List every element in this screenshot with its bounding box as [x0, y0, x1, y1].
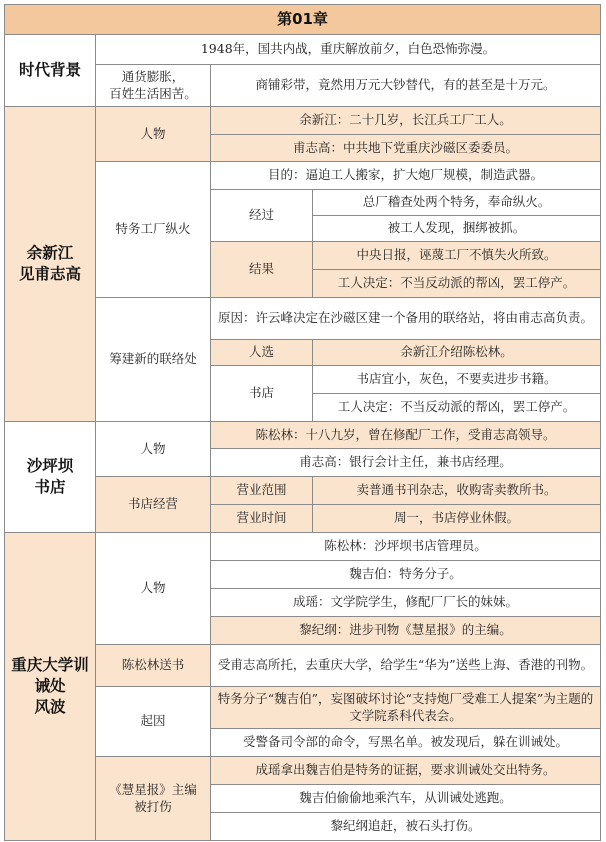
editor-injured-row: 黎纪纲追赶，被石头打伤。: [211, 813, 601, 841]
store-operation-label: 书店经营: [96, 477, 211, 533]
section-label-meeting: 余新江 见甫志高: [5, 107, 96, 422]
inflation-label: 通货膨胀， 百姓生活困苦。: [96, 65, 211, 107]
cause-row: 受警备司令部的命令，写黑名单。被发现后，躲在训诫处。: [211, 729, 601, 757]
business-hours-text: 周一，书店停业休假。: [313, 505, 601, 533]
s4-person-row: 陈松林：沙坪坝书店管理员。: [211, 533, 601, 561]
section-label-era-background: 时代背景: [5, 35, 96, 107]
fire-process-row: 总厂稽查处两个特务，奉命纵火。: [313, 190, 601, 216]
chapter-outline-table: [4, 4, 601, 841]
s4-person-row: 黎纪纲：进步刊物《慧星报》的主编。: [211, 617, 601, 645]
era-overview-text: 1948年，国共内战，重庆解放前夕，白色恐怖弥漫。: [96, 35, 601, 65]
factory-fire-label: 特务工厂纵火: [96, 162, 211, 298]
s2-people-label: 人物: [96, 107, 211, 162]
fire-purpose-text: 目的：逼迫工人搬家，扩大炮厂规模，制造武器。: [211, 162, 601, 190]
section-label-university-incident: 重庆大学训 诫处 风波: [5, 533, 96, 841]
fire-process-label: 经过: [211, 190, 313, 242]
bookstore-label: 书店: [211, 366, 313, 422]
candidate-label: 人选: [211, 340, 313, 366]
bookstore-row: 工人决定：不当反动派的帮凶，罢工停产。: [313, 394, 601, 422]
book-delivery-label: 陈松林送书: [96, 645, 211, 687]
business-scope-text: 卖普通书刊杂志，收购寄卖教所书。: [313, 477, 601, 505]
book-delivery-text: 受甫志高所托，去重庆大学，给学生“华为”送些上海、香港的刊物。: [211, 645, 601, 687]
editor-injured-row: 魏吉伯偷偷地乘汽车，从训诫处逃跑。: [211, 785, 601, 813]
s4-people-label: 人物: [96, 533, 211, 645]
editor-injured-label: 《慧星报》主编 被打伤: [96, 757, 211, 841]
s4-person-row: 魏吉伯：特务分子。: [211, 561, 601, 589]
s2-person-row: 甫志高：中共地下党重庆沙磁区委委员。: [211, 135, 601, 162]
cause-row: 特务分子“魏吉伯”，妄图破坏讨论“支持炮厂受难工人提案”为主题的文学院系科代表会。: [211, 687, 601, 729]
s4-person-row: 成瑶：文学院学生，修配厂厂长的妹妹。: [211, 589, 601, 617]
inflation-text: 商铺彩带，竟然用万元大钞替代，有的甚至是十万元。: [211, 65, 601, 107]
s3-person-row: 陈松林：十八九岁，曾在修配厂工作，受甫志高领导。: [211, 422, 601, 449]
s2-person-row: 余新江：二十几岁，长江兵工厂工人。: [211, 107, 601, 135]
fire-result-label: 结果: [211, 242, 313, 298]
business-scope-label: 营业范围: [211, 477, 313, 505]
cause-label: 起因: [96, 687, 211, 757]
liaison-reason-text: 原因：许云峰决定在沙磁区建一个备用的联络站，将由甫志高负责。: [211, 298, 601, 340]
section-label-bookstore: 沙坪坝 书店: [5, 422, 96, 533]
chapter-title: 第01章: [5, 5, 601, 35]
fire-result-row: 工人决定：不当反动派的帮凶，罢工停产。: [313, 270, 601, 298]
candidate-text: 余新江介绍陈松林。: [313, 340, 601, 366]
bookstore-row: 书店宜小，灰色，不要卖进步书籍。: [313, 366, 601, 394]
fire-result-row: 中央日报，诬蔑工厂不慎失火所致。: [313, 242, 601, 270]
fire-process-row: 被工人发现，捆绑被抓。: [313, 216, 601, 242]
s3-people-label: 人物: [96, 422, 211, 477]
editor-injured-row: 成瑶拿出魏吉伯是特务的证据，要求训诫处交出特务。: [211, 757, 601, 785]
s3-person-row: 甫志高：银行会计主任，兼书店经理。: [211, 449, 601, 477]
business-hours-label: 营业时间: [211, 505, 313, 533]
new-liaison-label: 筹建新的联络处: [96, 298, 211, 422]
